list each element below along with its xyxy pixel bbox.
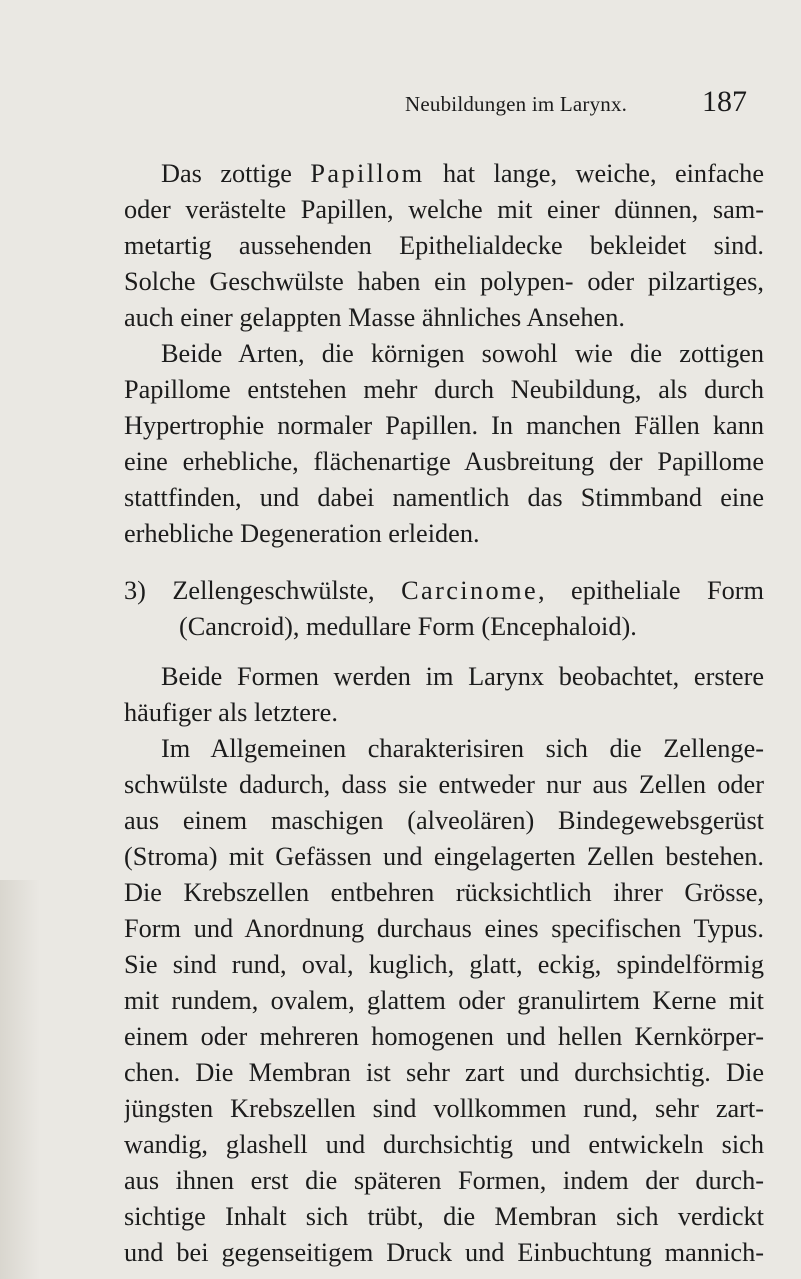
text-line: (Stroma) mit Gefässen und eingelagerten Zellen bestehen. [124,842,764,871]
text-line: einem oder mehreren homogenen und hellen Kernkörper- [124,1022,764,1051]
text-line: Die Krebszellen entbehren rücksichtlich ihrer Grösse, [124,878,764,907]
text-line: stattfinden, und dabei namentlich das Stimmband eine [124,483,764,512]
section-heading-line: (Cancroid), medullare Form (Encephaloid). [179,612,637,641]
text-line: aus ihnen erst die späteren Formen, indem der durch- [124,1166,764,1195]
text-line: oder verästelte Papillen, welche mit einer dünnen, sam- [124,195,764,224]
running-title: Neubildungen im Larynx. [405,92,628,116]
text-line: Sie sind rund, oval, kuglich, glatt, eckig, spindelförmig [124,950,764,979]
text-line: Das zottige Papillom hat lange, weiche, einfache [161,159,764,188]
text-line: auch einer gelappten Masse ähnliches Ansehen. [124,303,625,332]
text-line: Hypertrophie normaler Papillen. In manchen Fällen kann [124,411,764,440]
text-line: und bei gegenseitigem Druck und Einbuchtung mannich- [124,1238,764,1267]
text-line: häufiger als letztere. [124,698,338,727]
text-line: schwülste dadurch, dass sie entweder nur aus Zellen oder [124,770,764,799]
text-line: aus einem maschigen (alveolären) Bindegewebsgerüst [124,806,764,835]
text-line: Beide Formen werden im Larynx beobachtet, erstere [161,662,764,691]
page-number: 187 [702,85,747,118]
text-line: Im Allgemeinen charakterisiren sich die Zellenge- [161,734,764,763]
text-line: erhebliche Degeneration erleiden. [124,519,480,548]
text-line: Form und Anordnung durchaus eines specifischen Typus. [124,914,764,943]
text-line: metartig aussehenden Epithelialdecke bekleidet sind. [124,231,764,260]
text-line: jüngsten Krebszellen sind vollkommen rund, sehr zart- [124,1094,764,1123]
text-line: chen. Die Membran ist sehr zart und durchsichtig. Die [124,1058,764,1087]
running-head [120,84,770,120]
text-line: Papillome entstehen mehr durch Neubildung, als durch [124,375,764,404]
page-edge-shadow [0,880,40,1279]
section-heading-line: 3) Zellengeschwülste, Carcinome, epitheliale Form [124,576,764,605]
text-line: Beide Arten, die körnigen sowohl wie die zottigen [161,339,764,368]
text-line: Solche Geschwülste haben ein polypen- oder pilzartiges, [124,267,764,296]
text-line: wandig, glashell und durchsichtig und entwickeln sich [124,1130,764,1159]
text-line: sichtige Inhalt sich trübt, die Membran sich verdickt [124,1202,764,1231]
text-line: mit rundem, ovalem, glattem oder granulirtem Kerne mit [124,986,764,1015]
text-line: eine erhebliche, flächenartige Ausbreitung der Papillome [124,447,764,476]
body-text [124,156,764,1271]
